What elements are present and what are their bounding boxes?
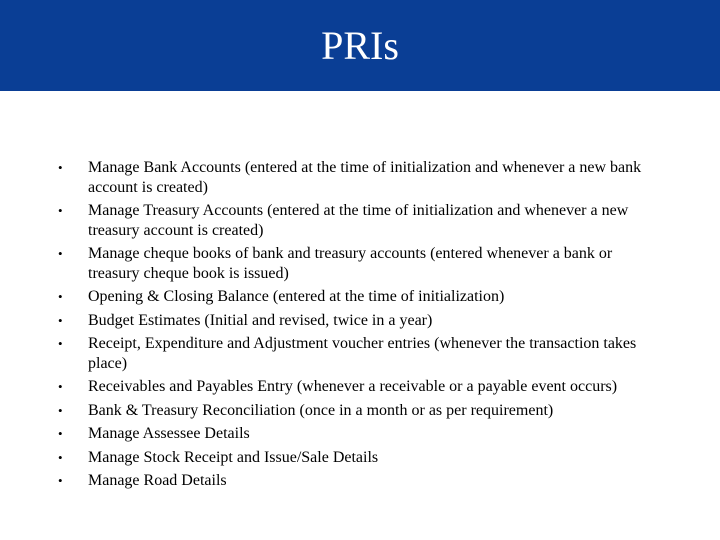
bullet-item-budget-estimates — [0, 311, 720, 331]
bullet-text: Manage Stock Receipt and Issue/Sale Details — [88, 448, 379, 466]
bullet-item-receivables-payables — [0, 377, 720, 397]
bullet-item-manage-treasury-accounts — [0, 201, 720, 240]
bullet-item-voucher-entries — [0, 334, 720, 373]
bullet-icon: • — [58, 473, 63, 488]
bullet-icon: • — [58, 402, 63, 418]
bullet-item-road-details — [0, 471, 720, 491]
bullet-icon: • — [58, 160, 63, 175]
bullet-icon: • — [58, 203, 63, 218]
bullet-icon: • — [58, 336, 63, 351]
bullet-item-assessee-details — [0, 424, 720, 444]
bullet-text: Opening & Closing Balance (entered at the time of initialization) — [88, 288, 505, 305]
bullet-icon: • — [58, 426, 63, 441]
bullet-text: Manage cheque books of bank and treasury accounts (entered whenever a bank or treasury cheque book is issued) — [88, 245, 613, 282]
bullet-item-manage-bank-accounts — [0, 158, 720, 197]
bullet-icon: • — [58, 312, 63, 328]
slide-title: PRIs — [321, 23, 399, 68]
bullet-item-reconciliation — [0, 401, 720, 421]
bullet-icon: • — [58, 379, 63, 394]
bullet-item-opening-closing-balance — [0, 287, 720, 307]
bullet-text: Manage Road Details — [88, 472, 227, 489]
bullet-text: Manage Bank Accounts (entered at the time of initialization and whenever a new bank account is created) — [88, 159, 642, 196]
bullet-text: Manage Assessee Details — [88, 425, 250, 442]
bullet-text: Receipt, Expenditure and Adjustment voucher entries (whenever the transaction takes place) — [88, 335, 637, 372]
bullet-item-manage-cheque-books — [0, 244, 720, 283]
bullet-text: Manage Treasury Accounts (entered at the time of initialization and whenever a new treasury account is created) — [88, 202, 629, 239]
bullet-icon: • — [58, 289, 63, 304]
bullet-text: Receivables and Payables Entry (whenever a receivable or a payable event occurs) — [88, 378, 618, 395]
bullet-list — [0, 158, 720, 495]
bullet-icon: • — [58, 246, 63, 261]
bullet-text: Bank & Treasury Reconciliation (once in a month or as per requirement) — [88, 401, 554, 419]
bullet-icon: • — [58, 449, 63, 465]
bullet-text: Budget Estimates (Initial and revised, twice in a year) — [88, 311, 433, 329]
bullet-item-stock-receipt — [0, 448, 720, 468]
